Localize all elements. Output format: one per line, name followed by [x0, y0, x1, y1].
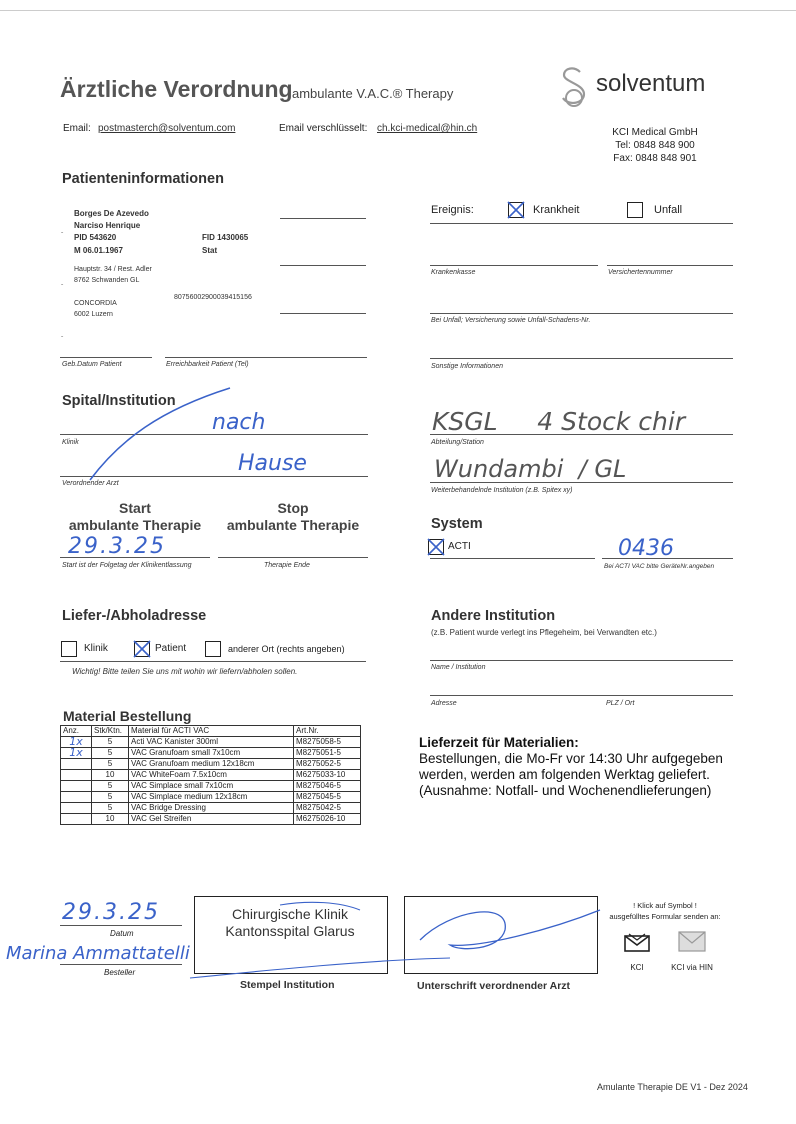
patient-line-1: [280, 218, 366, 219]
start-title: [60, 500, 210, 534]
krankenkasse-label: Krankenkasse: [431, 269, 476, 276]
krankheit-label: Krankheit: [533, 204, 580, 216]
patient-fid: FID 1430065: [202, 233, 249, 242]
table-row: [61, 748, 361, 759]
start-title-2: ambulante Therapie: [68, 517, 202, 533]
solventum-logo: [558, 64, 738, 108]
sonstige-label: Sonstige Informationen: [431, 363, 503, 370]
pack-cell: 5: [92, 792, 129, 803]
patient-stat: Stat: [202, 246, 218, 255]
abteilung-label: Abteilung/Station: [431, 439, 484, 446]
kci-label: KCI: [630, 963, 644, 972]
patient-card-number: 80756002900039415156: [174, 294, 252, 301]
patient-insurer-1: CONCORDIA: [74, 300, 117, 307]
patient-address-1: Hauptstr. 34 / Rest. Adler: [74, 266, 152, 273]
checkbox-patient[interactable]: [134, 641, 150, 657]
artnr-cell: M8275045-5: [294, 792, 361, 803]
handwriting-nach: nach: [212, 410, 266, 435]
artnr-cell: M8275051-5: [294, 748, 361, 759]
brand-name: solventum: [596, 70, 706, 97]
pack-cell: 10: [92, 814, 129, 825]
label-tick-marks: ˉ ˉ ˉ: [61, 232, 64, 343]
lieferzeit-line-2: werden, werden am folgenden Werktag geliefert.: [419, 767, 710, 782]
patient-heading: Patienteninformationen: [62, 171, 224, 187]
envelope-icon: [623, 930, 651, 952]
handwriting-abteilung: KSGL 4 Stock chir: [432, 407, 686, 436]
doctor-signature: [150, 890, 610, 990]
end-line: [218, 557, 368, 558]
material-cell: VAC Granufoam small 7x10cm: [129, 748, 294, 759]
other-institution-subtitle: (z.B. Patient wurde verlegt ins Pflegeheim, bei Verwandten etc.): [431, 628, 657, 637]
klinik-label: Klinik: [62, 439, 79, 446]
signature-label: Unterschrift verordnender Arzt: [417, 980, 571, 992]
patient-address-2: 8762 Schwanden GL: [74, 277, 140, 284]
unfall-label: Unfall: [654, 204, 683, 216]
send-kci-hin-button[interactable]: [664, 930, 720, 972]
acti-label: ACTI: [448, 541, 471, 552]
qty-cell[interactable]: [61, 792, 92, 803]
plz-label: PLZ / Ort: [606, 700, 635, 707]
handwriting-order-date: 29.3.25: [62, 900, 160, 925]
material-cell: VAC Simplace small 7x10cm: [129, 781, 294, 792]
weiter-label: Weiterbehandelnde Institution (z.B. Spitex xy): [431, 487, 573, 494]
material-header-row: [61, 726, 361, 737]
table-row: [61, 737, 361, 748]
delivery-note: Wichtig! Bitte teilen Sie uns mit wohin wir liefern/abholen sollen.: [72, 667, 298, 676]
lieferzeit-heading: Lieferzeit für Materialien:: [419, 735, 579, 750]
email-link[interactable]: postmasterch@solventum.com: [98, 123, 236, 134]
patient-insurer-2: 6002 Luzern: [74, 311, 113, 318]
artnr-cell: M6275033-10: [294, 770, 361, 781]
send-instructions: [600, 900, 730, 922]
patient-sex-dob: M 06.01.1967: [74, 246, 123, 255]
stamp-line-1: Chirurgische Klinik: [232, 906, 348, 922]
email-encrypted-link[interactable]: ch.kci-medical@hin.ch: [377, 123, 478, 134]
datum-label: Datum: [110, 929, 134, 938]
checkbox-acti[interactable]: [428, 539, 444, 555]
pack-cell: 5: [92, 759, 129, 770]
patient-name-1: Borges De Azevedo: [74, 209, 149, 218]
patient-pid: PID 543620: [74, 233, 117, 242]
acti-line: [430, 558, 595, 559]
solventum-s-icon: [558, 64, 590, 108]
handwriting-start-date: 29.3.25: [68, 534, 166, 559]
artnr-cell: M8275042-5: [294, 803, 361, 814]
company-tel: Tel: 0848 848 900: [615, 140, 695, 151]
qty-cell[interactable]: [61, 759, 92, 770]
delivery-heading: Liefer-/Abholadresse: [62, 608, 207, 624]
artnr-cell: M6275026-10: [294, 814, 361, 825]
device-label: Bei ACTI VAC bitte GeräteNr.angeben: [604, 563, 715, 570]
email-encrypted-label: Email verschlüsselt:: [279, 123, 368, 134]
versicherten-line: [607, 265, 733, 266]
handwriting-weiter: Wundambi / GL: [434, 455, 627, 483]
artnr-cell: M8275046-5: [294, 781, 361, 792]
pack-cell: 10: [92, 770, 129, 781]
table-row: [61, 770, 361, 781]
stop-title-2: ambulante Therapie: [226, 517, 360, 533]
checkbox-unfall[interactable]: [627, 202, 643, 218]
artnr-cell: M8275052-5: [294, 759, 361, 770]
send-line-2: ausgefülltes Formular senden an:: [609, 912, 721, 921]
adresse-line: [430, 695, 733, 696]
name-institution-label: Name / Institution: [431, 664, 486, 671]
handwriting-hause: Hause: [238, 451, 307, 476]
col-material: Material für ACTI VAC: [129, 726, 294, 737]
versicherten-label: Versichertennummer: [608, 269, 673, 276]
phone-label: Erreichbarkeit Patient (Tel): [166, 361, 249, 368]
material-cell: VAC WhiteFoam 7.5x10cm: [129, 770, 294, 781]
checkbox-anderer-ort[interactable]: [205, 641, 221, 657]
company-name: KCI Medical GmbH: [612, 127, 698, 138]
weiter-line: [430, 482, 733, 483]
handwriting-besteller: Marina Ammattatelli: [6, 943, 190, 964]
page-title: Ärztliche Verordnung: [60, 76, 293, 102]
table-row: [61, 792, 361, 803]
table-row: [61, 814, 361, 825]
checkbox-klinik[interactable]: [61, 641, 77, 657]
page-subtitle: ambulante V.A.C.® Therapy: [292, 86, 454, 101]
dob-label: Geb.Datum Patient: [62, 361, 122, 368]
patient-name-2: Narciso Henrique: [74, 221, 141, 230]
dob-line: [60, 357, 152, 358]
delivery-klinik-label: Klinik: [84, 643, 108, 654]
arzt-label: Verordnender Arzt: [62, 480, 119, 487]
strike-through-stroke: [80, 380, 240, 490]
stamp-line-2: Kantonsspital Glarus: [225, 923, 355, 939]
unfall-line: [430, 313, 733, 314]
patient-line-2: [280, 265, 366, 266]
qty-cell[interactable]: [61, 814, 92, 825]
pack-cell: 5: [92, 748, 129, 759]
col-artnr: Art.Nr.: [294, 726, 361, 737]
delivery-anderer-label: anderer Ort (rechts angeben): [228, 644, 345, 654]
pack-cell: 5: [92, 803, 129, 814]
col-stueck: Stk/Ktn.: [92, 726, 129, 737]
company-fax: Fax: 0848 848 901: [613, 153, 697, 164]
delivery-line: [60, 661, 366, 662]
checkbox-krankheit[interactable]: [508, 202, 524, 218]
name-institution-line: [430, 660, 733, 661]
start-label: Start ist der Folgetag der Klinikentlassung: [62, 562, 192, 569]
table-row: [61, 803, 361, 814]
material-cell: VAC Bridge Dressing: [129, 803, 294, 814]
unfall-info-label: Bei Unfall; Versicherung sowie Unfall-Schadens-Nr.: [431, 317, 591, 324]
send-line-1: ! Klick auf Symbol !: [633, 901, 697, 910]
qty-cell[interactable]: 1x: [61, 737, 92, 748]
material-table: [60, 725, 361, 825]
end-label: Therapie Ende: [264, 562, 310, 569]
lieferzeit-block: [419, 735, 779, 799]
material-cell: Acti VAC Kanister 300ml: [129, 737, 294, 748]
hin-mail-icon: [678, 930, 706, 952]
kci-hin-label: KCI via HIN: [671, 963, 713, 972]
system-heading: System: [431, 516, 483, 532]
event-label: Ereignis:: [431, 204, 474, 216]
lieferzeit-line-1: Bestellungen, die Mo-Fr vor 14:30 Uhr aufgegeben: [419, 751, 723, 766]
other-institution-heading: Andere Institution: [431, 608, 556, 624]
stamp-label: Stempel Institution: [240, 979, 335, 991]
phone-line: [165, 357, 367, 358]
handwriting-device-number: 0436: [618, 536, 674, 561]
spital-heading: Spital/Institution: [62, 393, 176, 409]
start-line: [60, 557, 210, 558]
sonstige-line: [430, 358, 733, 359]
qty-cell[interactable]: [61, 781, 92, 792]
table-row: [61, 759, 361, 770]
material-heading: Material Bestellung: [63, 708, 192, 724]
send-kci-button[interactable]: [620, 930, 654, 972]
material-cell: VAC Gel Streifen: [129, 814, 294, 825]
col-anzahl: Anz.: [61, 726, 92, 737]
lieferzeit-line-3: (Ausnahme: Notfall- und Wochenendlieferungen): [419, 783, 712, 798]
email-label: Email:: [63, 123, 91, 134]
start-title-1: Start: [119, 500, 151, 516]
top-rule: [0, 10, 796, 11]
delivery-patient-label: Patient: [155, 643, 187, 654]
artnr-cell: M8275058-5: [294, 737, 361, 748]
company-info: [600, 126, 710, 165]
material-cell: VAC Granufoam medium 12x18cm: [129, 759, 294, 770]
adresse-label: Adresse: [431, 700, 457, 707]
event-line: [430, 223, 733, 224]
pack-cell: 5: [92, 781, 129, 792]
table-row: [61, 781, 361, 792]
krankenkasse-line: [430, 265, 598, 266]
patient-line-3: [280, 313, 366, 314]
material-cell: VAC Simplace medium 12x18cm: [129, 792, 294, 803]
qty-cell[interactable]: [61, 803, 92, 814]
stop-title-1: Stop: [277, 500, 309, 516]
qty-cell[interactable]: 1x: [61, 748, 92, 759]
besteller-label: Besteller: [104, 968, 136, 977]
device-line: [602, 558, 733, 559]
pack-cell: 5: [92, 737, 129, 748]
version-footer: Amulante Therapie DE V1 - Dez 2024: [597, 1082, 748, 1092]
qty-cell[interactable]: [61, 770, 92, 781]
abteilung-line: [430, 434, 733, 435]
stop-title: [218, 500, 368, 534]
